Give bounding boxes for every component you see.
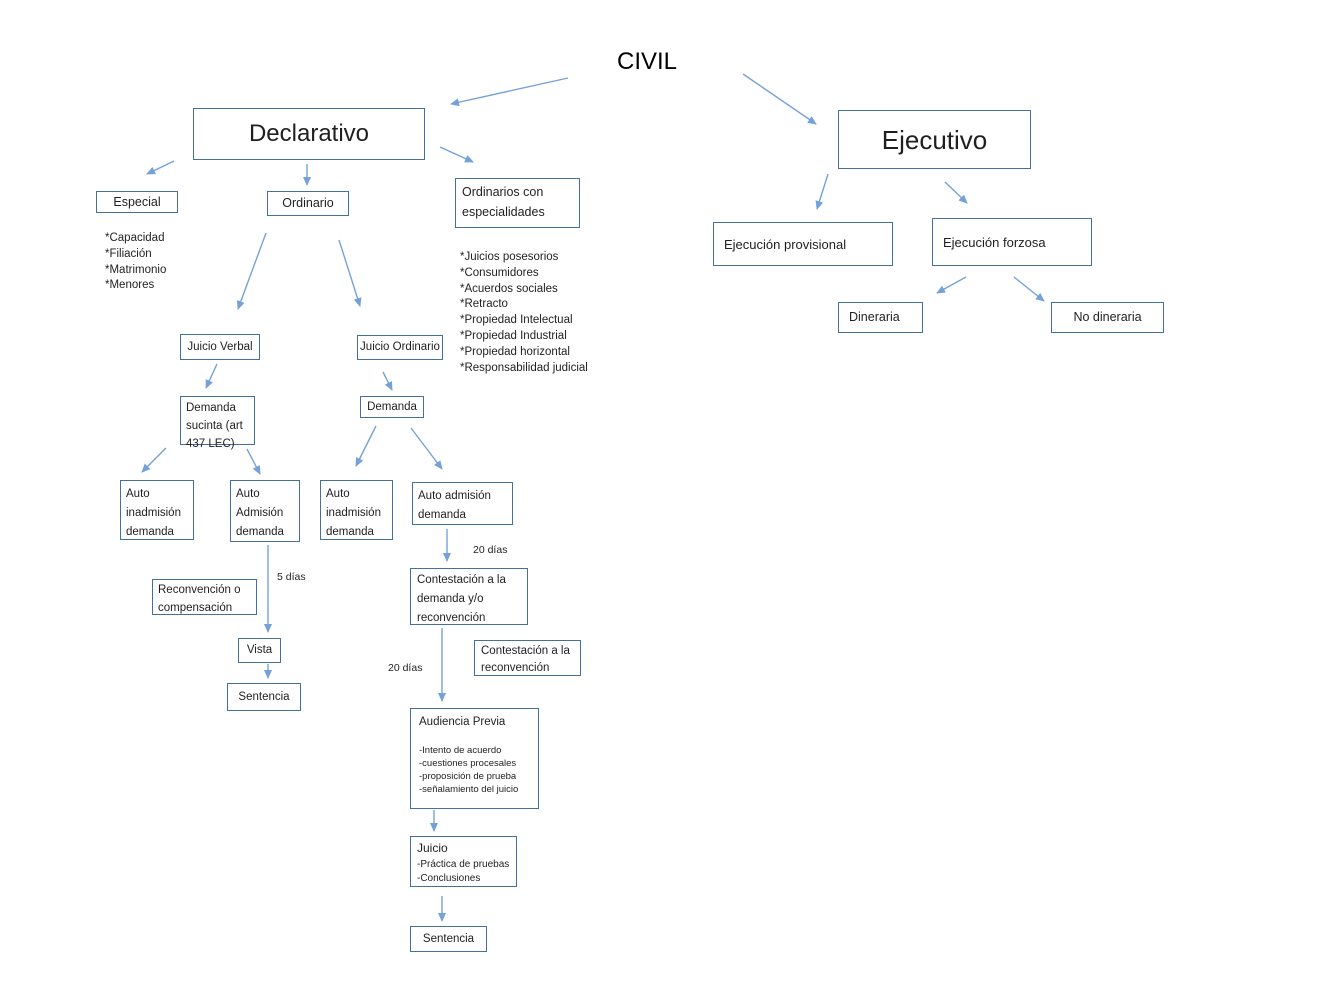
list-line: *Juicios posesorios: [460, 251, 559, 263]
node-audiencia-previa: [410, 708, 539, 809]
node-label: Auto Admisión demanda: [236, 488, 284, 538]
label-plazo-20-dias-audiencia: 20 días: [388, 662, 423, 674]
node-juicio-ordinario: [357, 335, 443, 360]
node-ordinario: [267, 191, 349, 216]
arrow-civil-declarativo: [451, 78, 568, 104]
node-juicio-verbal: [180, 334, 260, 360]
node-label: Declarativo: [248, 120, 370, 147]
node-label: Ejecución forzosa: [943, 234, 1046, 250]
node-label: Auto admisión demanda: [418, 490, 491, 521]
label-plazo-20-dias-contestacion: 20 días: [473, 544, 508, 556]
node-label: Ejecutivo: [881, 124, 988, 155]
node-ejecucion-forzosa: [932, 218, 1092, 266]
list-line: *Capacidad: [105, 232, 165, 244]
node-label: Contestación a la demanda y/o reconvención: [417, 574, 506, 624]
arrow-ordinario-juicio-ordinario: [339, 240, 360, 306]
node-label: Contestación a la reconvención: [481, 645, 570, 674]
arrow-forzosa-no-dineraria: [1014, 277, 1044, 301]
node-contestacion-demanda: [410, 568, 528, 625]
node-ordinarios-especialidades: [455, 178, 580, 228]
node-item-list: [417, 858, 510, 886]
arrow-declarativo-especial: [147, 161, 174, 174]
arrow-ejecutivo-provisional: [817, 174, 828, 209]
node-label: Ordinarios con especialidades: [462, 185, 545, 219]
node-label: Auto inadmisión demanda: [326, 488, 381, 538]
arrow-ejecutivo-forzosa: [945, 182, 967, 203]
list-line: -proposición de prueba: [419, 771, 517, 782]
node-demanda-sucinta: [180, 396, 255, 450]
node-label: Ordinario: [282, 196, 334, 210]
especial-list: [105, 231, 166, 294]
list-line: *Acuerdos sociales: [460, 282, 558, 295]
arrow-demanda-inadmision: [356, 426, 376, 466]
list-line: *Responsabilidad judicial: [460, 361, 588, 374]
list-line: *Filiación: [105, 247, 152, 260]
arrow-ordinario-juicio-verbal: [238, 233, 266, 309]
arrow-forzosa-dineraria: [937, 277, 966, 293]
node-title: Juicio: [417, 841, 448, 855]
node-reconvencion: [152, 579, 257, 615]
arrow-civil-ejecutivo: [743, 74, 816, 124]
label-plazo-5-dias: 5 días: [277, 571, 306, 583]
node-auto-admision-verbal: [230, 480, 300, 542]
node-ejecutivo: [838, 110, 1031, 169]
list-line: *Matrimonio: [105, 263, 167, 276]
list-line: -cuestiones procesales: [419, 758, 517, 769]
list-line: *Propiedad horizontal: [460, 345, 570, 358]
list-line: *Menores: [105, 279, 155, 292]
node-declarativo: [193, 108, 425, 160]
node-label: Demanda: [367, 400, 417, 413]
list-line: -Práctica de pruebas: [417, 859, 510, 870]
node-label: Especial: [113, 194, 161, 209]
arrow-juicio-ordinario-demanda: [383, 372, 392, 390]
arrow-demanda-sucinta-inadmision: [142, 448, 166, 472]
node-sentencia-ordinario: [410, 926, 487, 952]
page-title: CIVIL: [617, 48, 678, 75]
node-title: Audiencia Previa: [419, 716, 506, 728]
node-especial: [96, 191, 178, 213]
node-ejecucion-provisional: [713, 222, 893, 266]
list-line: *Consumidores: [460, 266, 539, 279]
arrow-demanda-admision: [411, 428, 442, 469]
node-label: Vista: [246, 644, 273, 656]
node-label: Juicio Verbal: [187, 340, 253, 353]
node-vista: [238, 638, 281, 663]
ordinarios-especialidades-list: [460, 250, 588, 376]
node-contestacion-reconvencion: [474, 640, 581, 676]
node-juicio: [410, 836, 517, 887]
list-line: -señalamiento del juicio: [419, 784, 519, 795]
list-line: -Intento de acuerdo: [419, 745, 502, 756]
node-label: Sentencia: [422, 932, 475, 945]
arrow-declarativo-ordinarios-esp: [440, 147, 473, 162]
node-label: Sentencia: [238, 690, 290, 703]
node-auto-inadmision-verbal: [120, 480, 194, 540]
node-label: Demanda sucinta (art 437 LEC): [186, 402, 243, 450]
list-line: *Propiedad Intelectual: [460, 314, 573, 327]
node-label: Ejecución provisional: [724, 236, 847, 252]
node-sentencia-verbal: [227, 683, 301, 711]
list-line: -Conclusiones: [417, 873, 481, 884]
list-line: *Retracto: [460, 298, 508, 311]
node-item-list: [419, 744, 530, 796]
node-demanda: [360, 396, 424, 418]
list-line: *Propiedad Industrial: [460, 329, 567, 342]
node-auto-inadmision-ordinario: [320, 480, 393, 540]
node-no-dineraria: [1051, 302, 1164, 333]
node-label: Reconvención o compensación: [158, 584, 241, 614]
arrow-juicio-verbal-demanda-sucinta: [206, 364, 217, 388]
node-label: Auto inadmisión demanda: [126, 488, 181, 538]
node-label: No dineraria: [1073, 310, 1142, 324]
node-label: Dineraria: [849, 310, 900, 324]
node-label: Juicio Ordinario: [360, 341, 440, 353]
node-dineraria: [838, 302, 923, 333]
node-auto-admision-ordinario: [412, 482, 513, 525]
